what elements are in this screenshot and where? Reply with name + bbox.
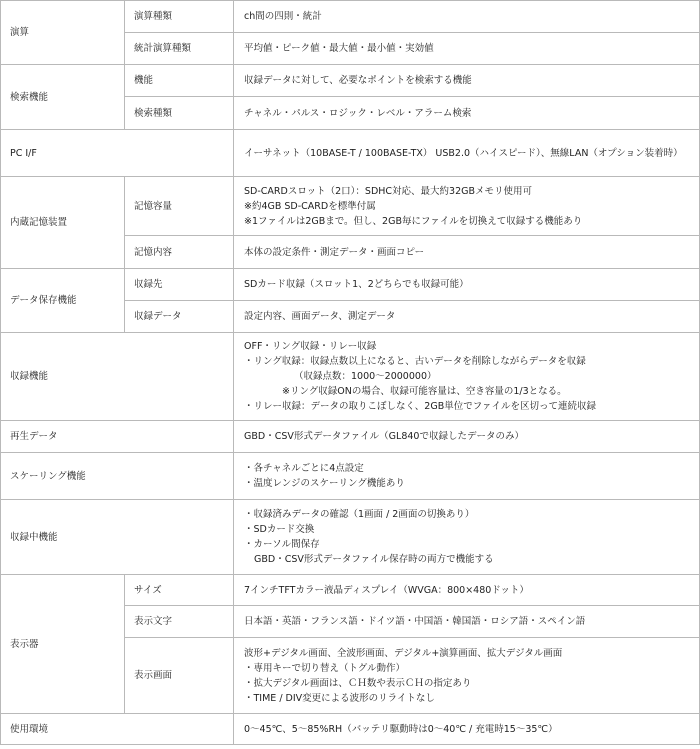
table-row (1, 453, 700, 500)
category-cell: 収録機能 (1, 333, 234, 421)
category-cell: データ保存機能 (1, 269, 125, 333)
table-row (1, 130, 700, 177)
table-row (1, 575, 700, 606)
category-cell: 演算 (1, 1, 125, 65)
value-cell: 0～45℃、5～85%RH（バッテリ駆動時は0～40℃ / 充電時15～35℃） (234, 714, 700, 745)
table-row (1, 65, 700, 97)
category-cell: 検索機能 (1, 65, 125, 130)
table-row (1, 269, 700, 301)
subcategory-cell: 機能 (125, 65, 234, 97)
subcategory-cell: 表示画面 (125, 638, 234, 714)
subcategory-cell: 収録先 (125, 269, 234, 301)
value-cell: SDカード収録（スロット1、2どちらでも収録可能） (234, 269, 700, 301)
category-cell: PC I/F (1, 130, 234, 177)
value-cell: 7インチTFTカラー液晶ディスプレイ（WVGA：800×480ドット） (234, 575, 700, 606)
value-cell: チャネル・パルス・ロジック・レベル・アラーム検索 (234, 97, 700, 130)
category-cell: 表示器 (1, 575, 125, 714)
subcategory-cell: 検索種類 (125, 97, 234, 130)
value-cell: 本体の設定条件・測定データ・画面コピー (234, 236, 700, 269)
value-cell: 波形+デジタル画面、全波形画面、デジタル+演算画面、拡大デジタル画面 ・専用キーで切り替え（トグル動作） ・拡大デジタル画面は、ＣＨ数や表示ＣＨの指定あり ・TIME / DIV変更による波形のリライトなし (234, 638, 700, 714)
table-row (1, 333, 700, 421)
subcategory-cell: 統計演算種類 (125, 33, 234, 65)
table-row (1, 421, 700, 453)
category-cell: 使用環境 (1, 714, 234, 745)
value-cell: ・収録済みデータの確認（1画面 / 2画面の切換あり） ・SDカード交換 ・カーソル間保存 GBD・CSV形式データファイル保存時の両方で機能する (234, 500, 700, 575)
value-cell: GBD・CSV形式データファイル（GL840で収録したデータのみ） (234, 421, 700, 453)
category-cell: 再生データ (1, 421, 234, 453)
subcategory-cell: 演算種類 (125, 1, 234, 33)
value-cell: 平均値・ピーク値・最大値・最小値・実効値 (234, 33, 700, 65)
subcategory-cell: 記憶容量 (125, 177, 234, 236)
subcategory-cell: 収録データ (125, 301, 234, 333)
table-row (1, 1, 700, 33)
value-cell: ch間の四則・統計 (234, 1, 700, 33)
table-row (1, 177, 700, 236)
value-cell: OFF・リング収録・リレー収録 ・リング収録：収録点数以上になると、古いデータを削除しながらデータを収録 （収録点数：1000～2000000） ※リング収録ONの場合、収録可能容量は、空き容量の1/3となる。 ・リレー収録：データの取りこぼしなく、2GB単位でファイルを区切って連続収録 (234, 333, 700, 421)
value-cell: SD-CARDスロット（2口）：SDHC対応、最大約32GBメモリ使用可 ※約4GB SD-CARDを標準付属 ※1ファイルは2GBまで。但し、2GB毎にファイルを切換えて収録する機能あり (234, 177, 700, 236)
value-cell: 日本語・英語・フランス語・ドイツ語・中国語・韓国語・ロシア語・スペイン語 (234, 606, 700, 638)
subcategory-cell: 記憶内容 (125, 236, 234, 269)
value-cell: ・各チャネルごとに4点設定 ・温度レンジのスケーリング機能あり (234, 453, 700, 500)
value-cell: イーサネット（10BASE-T / 100BASE-TX） USB2.0（ハイスピード）、無線LAN（オプション装着時） (234, 130, 700, 177)
category-cell: スケーリング機能 (1, 453, 234, 500)
subcategory-cell: 表示文字 (125, 606, 234, 638)
category-cell: 収録中機能 (1, 500, 234, 575)
value-cell: 収録データに対して、必要なポイントを検索する機能 (234, 65, 700, 97)
value-cell: 設定内容、画面データ、測定データ (234, 301, 700, 333)
category-cell: 内蔵記憶装置 (1, 177, 125, 269)
table-row (1, 500, 700, 575)
table-row (1, 714, 700, 745)
subcategory-cell: サイズ (125, 575, 234, 606)
